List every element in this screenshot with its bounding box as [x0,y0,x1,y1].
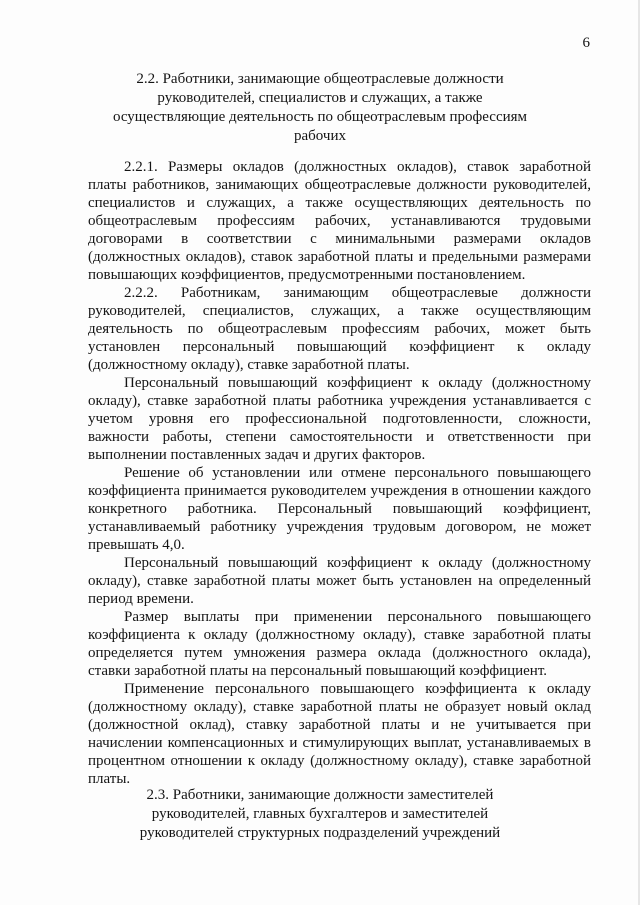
heading-line: 2.2. Работники, занимающие общеотраслевые должности [136,71,504,87]
page-number: 6 [582,35,590,51]
heading-line: руководителей, специалистов и служащих, а также [157,90,483,106]
paragraph: Размер выплаты при применении персонального повышающего коэффициента к окладу (должностному окладу), ставке заработной платы определяется путем умножения размера оклада (должностного оклада), ставки заработной платы на персональный повышающий коэффициент. [88,609,591,679]
body-text [88,158,591,788]
heading-line: рабочих [294,128,346,144]
paragraph-2-2-1: 2.2.1. Размеры окладов (должностных окладов), ставок заработной платы работников, занимающих общеотраслевые должности руководителей, специалистов и служащих, а также осуществляющих деятельность по общеотраслевым профессиям рабочих, устанавливаются трудовыми договорами в соответствии с минимальными размерами окладов (должностных окладов), ставок заработной платы и предельными размерами повышающих коэффициентов, предусмотренными постановлением. [88,159,591,283]
paragraph-2-2-2: 2.2.2. Работникам, занимающим общеотраслевые должности руководителей, специалистов, служащих, а также осуществляющим деятельность по общеотраслевым профессиям рабочих, может быть установлен персональный повышающий коэффициент к окладу (должностному окладу), ставке заработной платы. [88,285,591,373]
heading-line: руководителей структурных подразделений учреждений [139,825,501,841]
heading-line: 2.3. Работники, занимающие должности заместителей [146,787,494,803]
heading-line: осуществляющие деятельность по общеотраслевым профессиям [112,109,528,125]
paragraph: Персональный повышающий коэффициент к окладу (должностному окладу), ставке заработной платы работника учреждения устанавливается с учетом уровня его профессиональной подготовленности, сложности, важности работы, степени самостоятельности и ответственности при выполнении поставленных задач и других факторов. [88,375,591,463]
paragraph: Решение об установлении или отмене персонального повышающего коэффициента принимается руководителем учреждения в отношении каждого конкретного работника. Персональный повышающий коэффициент, устанавливаемый работнику учреждения трудовым договором, не может превышать 4,0. [88,465,591,553]
heading-line: руководителей, главных бухгалтеров и заместителей [151,806,489,822]
section-heading-2-2 [90,70,550,146]
paragraph: Применение персонального повышающего коэффициента к окладу (должностному окладу), ставке заработной платы не образует новый оклад (должностной оклад), ставку заработной платы и не учитывается при начислении компенсационных и стимулирующих выплат, устанавливаемых в процентном отношении к окладу (должностному окладу), ставке заработной платы. [88,681,591,787]
paragraph: Персональный повышающий коэффициент к окладу (должностному окладу), ставке заработной платы может быть установлен на определенный период времени. [88,555,591,607]
section-heading-2-3 [90,786,550,843]
